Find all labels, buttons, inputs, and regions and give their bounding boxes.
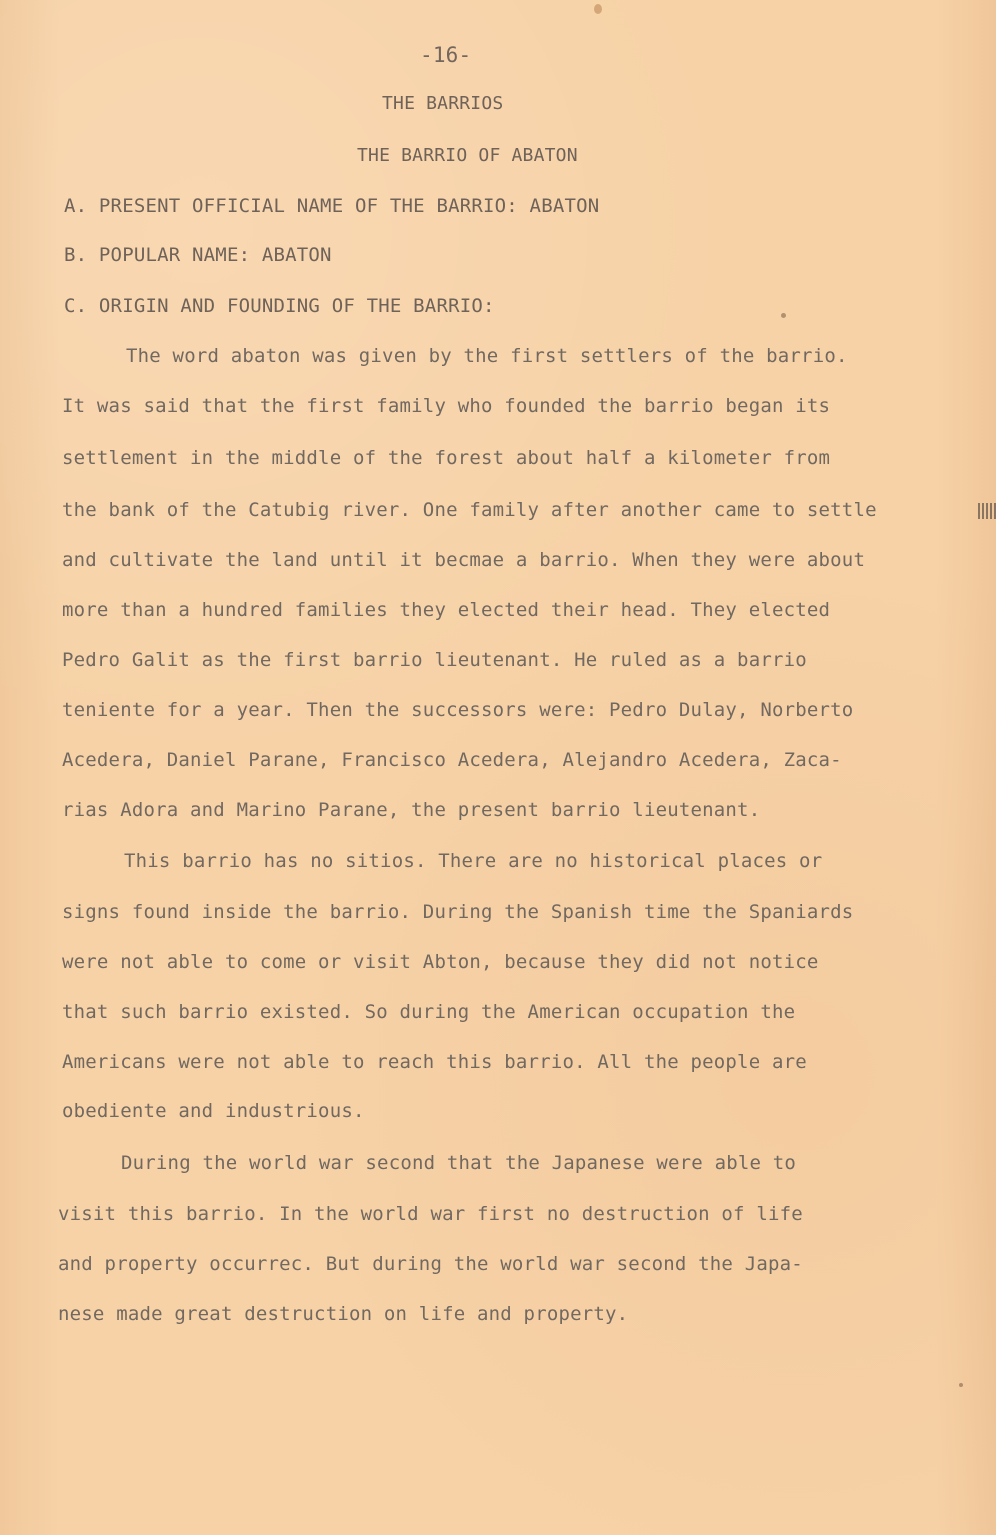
ink-speck [959, 1383, 963, 1387]
field-origin-and-founding: C. ORIGIN AND FOUNDING OF THE BARRIO: [64, 295, 495, 317]
page-number: -16- [420, 43, 472, 67]
body-line-8: teniente for a year. Then the successors were: Pedro Dulay, Norberto [62, 699, 854, 721]
body-line-12: signs found inside the barrio. During the Spanish time the Spaniards [62, 901, 854, 923]
strikethrough-mark [978, 503, 996, 519]
body-line-4: the bank of the Catubig river. One family after another came to settle [62, 499, 877, 521]
body-line-15: Americans were not able to reach this barrio. All the people are [62, 1051, 807, 1073]
body-line-17: During the world war second that the Japanese were able to [121, 1152, 797, 1174]
document-subtitle: THE BARRIO OF ABATON [357, 145, 578, 166]
body-line-19: and property occurrec. But during the world war second the Japa- [58, 1253, 803, 1275]
body-line-14: that such barrio existed. So during the American occupation the [62, 1001, 796, 1023]
body-line-7: Pedro Galit as the first barrio lieutenant. He ruled as a barrio [62, 649, 807, 671]
body-line-1: The word abaton was given by the first settlers of the barrio. [126, 345, 848, 367]
field-present-official-name: A. PRESENT OFFICIAL NAME OF THE BARRIO: ABATON [64, 195, 600, 217]
field-popular-name: B. POPULAR NAME: ABATON [64, 244, 332, 266]
body-line-2: It was said that the first family who founded the barrio began its [62, 395, 831, 417]
ink-stain [594, 4, 602, 14]
body-line-10: rias Adora and Marino Parane, the present barrio lieutenant. [62, 799, 761, 821]
body-line-6: more than a hundred families they elected their head. They elected [62, 599, 831, 621]
body-line-18: visit this barrio. In the world war first no destruction of life [58, 1203, 803, 1225]
body-line-9: Acedera, Daniel Parane, Francisco Acedera, Alejandro Acedera, Zaca- [62, 749, 842, 771]
document-title: THE BARRIOS [382, 93, 504, 114]
body-line-5: and cultivate the land until it becmae a barrio. When they were about [62, 549, 866, 571]
body-line-16: obediente and industrious. [62, 1100, 365, 1122]
body-line-3: settlement in the middle of the forest about half a kilometer from [62, 447, 831, 469]
body-line-13: were not able to come or visit Abton, because they did not notice [62, 951, 819, 973]
ink-speck [781, 313, 786, 318]
body-line-11: This barrio has no sitios. There are no historical places or [124, 850, 823, 872]
body-line-20: nese made great destruction on life and property. [58, 1303, 629, 1325]
